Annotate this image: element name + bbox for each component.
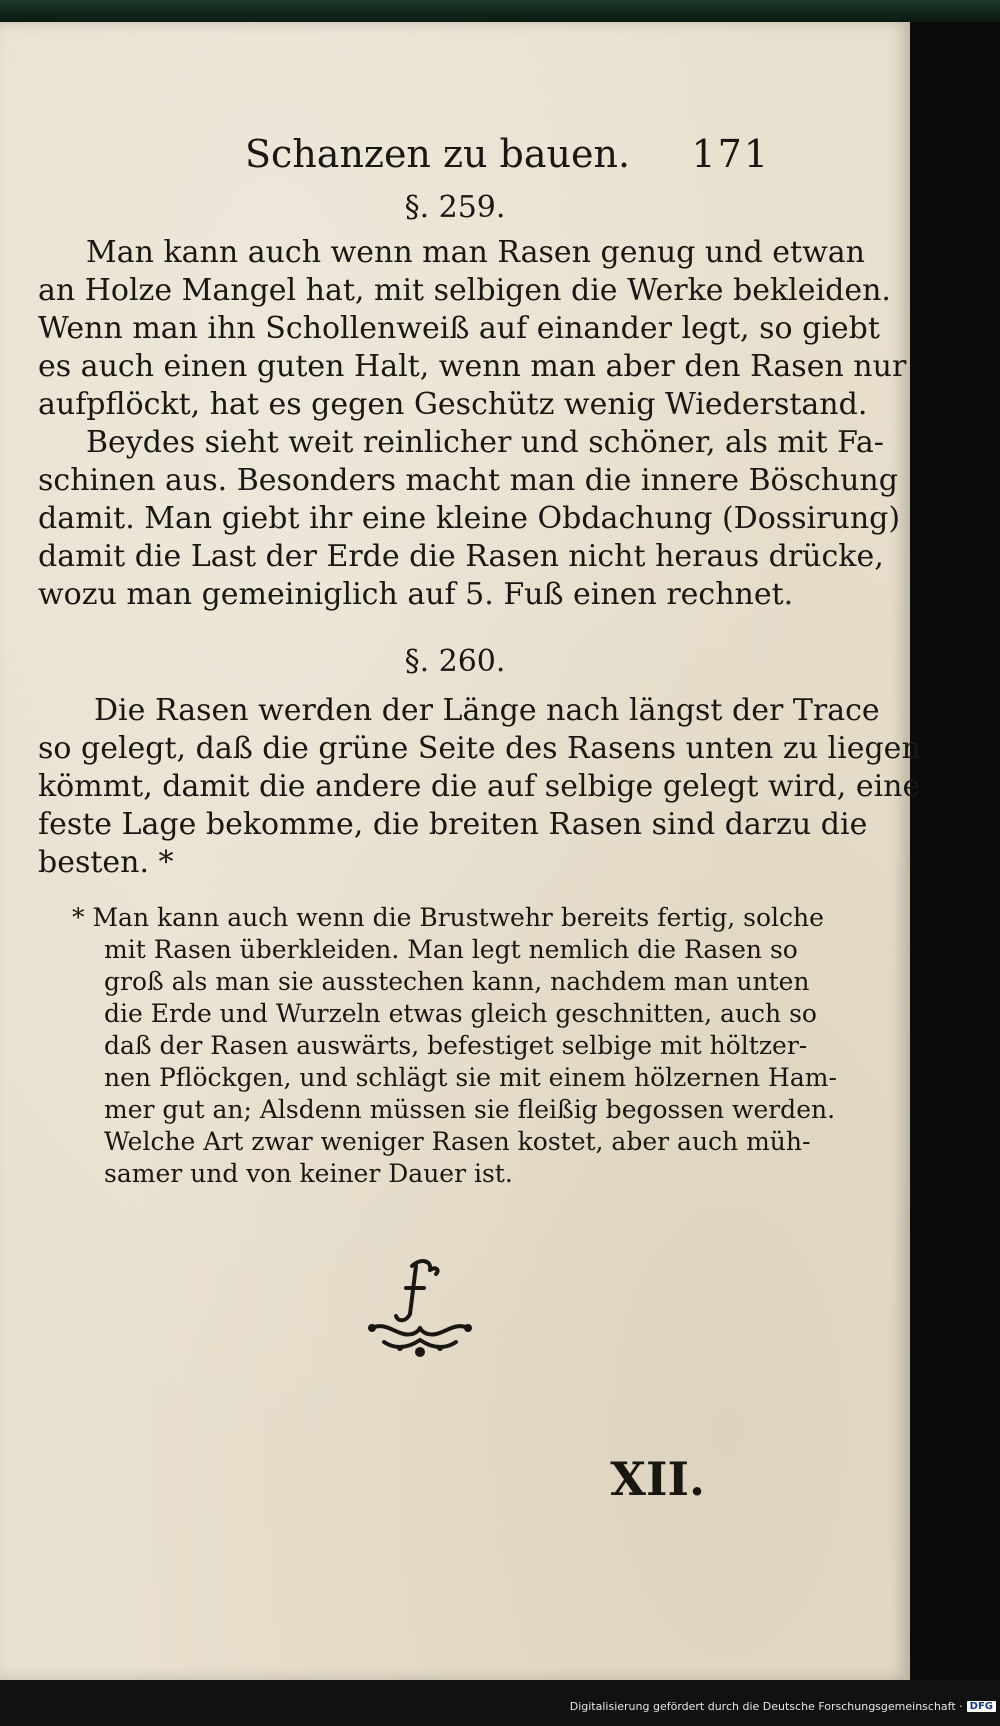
paragraph-259-2 (38, 424, 901, 614)
running-header (245, 132, 770, 182)
top-edge-strip (0, 0, 1000, 22)
text-line: so gelegt, daß die grüne Seite des Rasens unten zu liegen (38, 731, 921, 766)
book-page (0, 22, 921, 1680)
text-line: damit. Man giebt ihr eine kleine Obdachung (Dossirung) (38, 501, 901, 536)
text-line: feste Lage bekomme, die breiten Rasen sind darzu die (38, 807, 868, 842)
footnote-line: Welche Art zwar weniger Rasen kostet, aber auch müh- (104, 1127, 811, 1156)
text-line: aufpflöckt, hat es gegen Geschütz wenig Wiederstand. (38, 387, 868, 422)
footnote (72, 902, 837, 1190)
text-line: Man kann auch wenn man Rasen genug und etwan (86, 235, 865, 270)
text-line: besten. * (38, 845, 174, 880)
footnote-line: die Erde und Wurzeln etwas gleich geschnitten, auch so (104, 999, 817, 1028)
paragraph-259-1 (38, 234, 907, 424)
footnote-line: nen Pflöckgen, und schlägt sie mit einem hölzernen Ham- (104, 1063, 837, 1092)
text-line: es auch einen guten Halt, wenn man aber den Rasen nur (38, 349, 907, 384)
text-line: schinen aus. Besonders macht man die innere Böschung (38, 463, 898, 498)
text-line: wozu man gemeiniglich auf 5. Fuß einen rechnet. (38, 577, 794, 612)
running-title: Schanzen zu bauen. (245, 132, 631, 176)
footnote-line: groß als man sie ausstechen kann, nachdem man unten (104, 967, 810, 996)
digitization-credit (570, 1700, 996, 1713)
credit-text: Digitalisierung gefördert durch die Deutsche Forschungsgemeinschaft · (569, 1700, 963, 1713)
text-line: Die Rasen werden der Länge nach längst der Trace (94, 693, 880, 728)
footnote-line: samer und von keiner Dauer ist. (104, 1159, 513, 1188)
footnote-line: mit Rasen überkleiden. Man legt nemlich die Rasen so (104, 935, 798, 964)
text-line: an Holze Mangel hat, mit selbigen die Werke bekleiden. (38, 273, 891, 308)
section-heading-260: §. 260. (404, 644, 506, 679)
text-line: damit die Last der Erde die Rasen nicht heraus drücke, (38, 539, 884, 574)
text-line: Beydes sieht weit reinlicher und schöner, als mit Fa- (86, 425, 884, 460)
footnote-line: * Man kann auch wenn die Brustwehr bereits fertig, solche (72, 903, 824, 932)
footnote-line: mer gut an; Alsdenn müssen sie fleißig begossen werden. (104, 1095, 836, 1124)
dfg-logo-icon: DFG (967, 1701, 996, 1712)
page-number: 171 (691, 132, 770, 176)
footnote-line: daß der Rasen auswärts, befestiget selbige mit höltzer- (104, 1031, 808, 1060)
text-line: Wenn man ihn Schollenweiß auf einander legt, so giebt (38, 311, 880, 346)
catchword: XII. (610, 1452, 705, 1506)
paragraph-260-1 (38, 692, 921, 882)
fleuron-ornament-icon (360, 1252, 480, 1362)
text-line: kömmt, damit die andere die auf selbige gelegt wird, eine (38, 769, 921, 804)
section-heading-259: §. 259. (404, 190, 506, 225)
